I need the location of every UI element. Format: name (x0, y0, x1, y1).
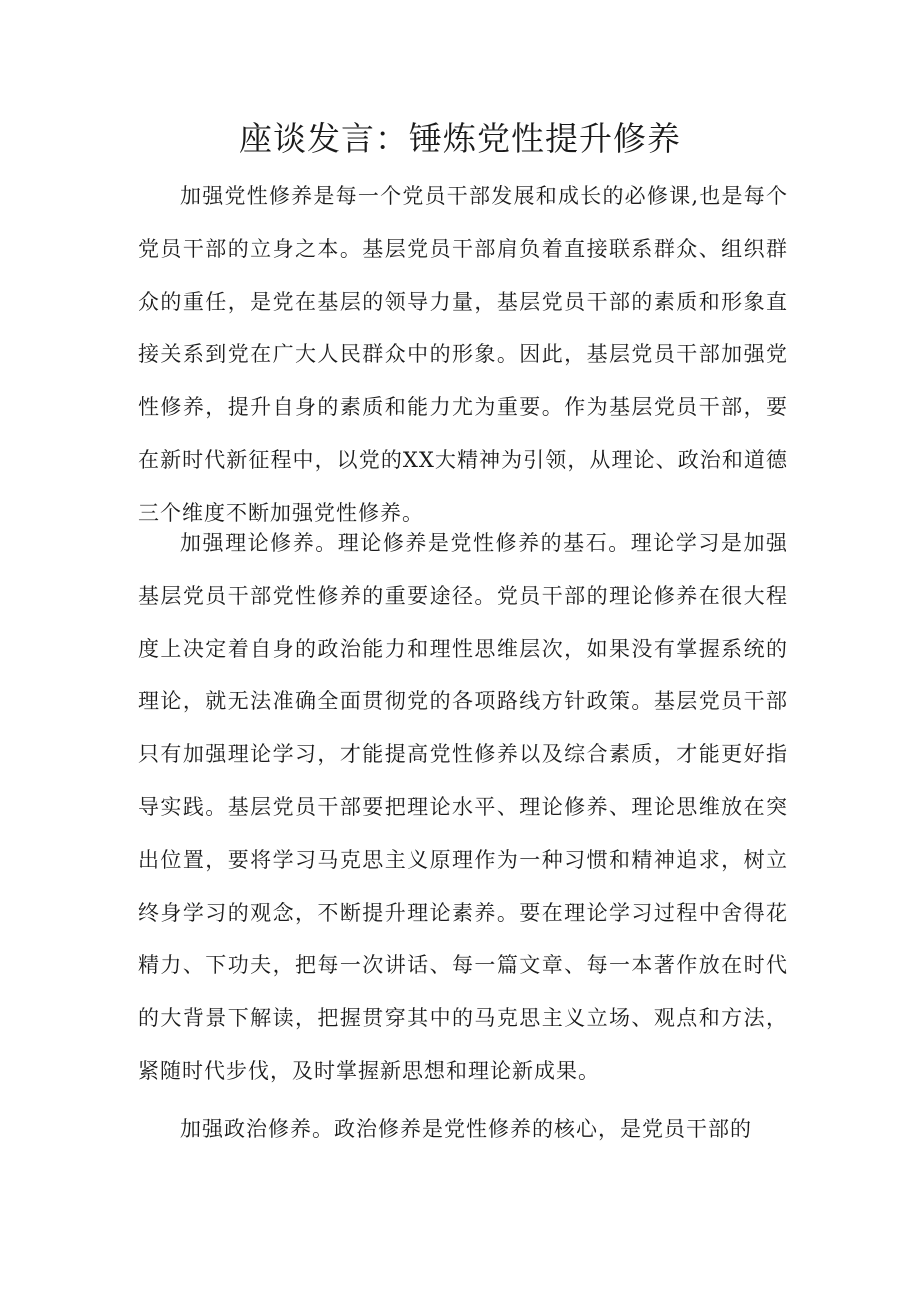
paragraph-2: 加强理论修养。理论修养是党性修养的基石。理论学习是加强基层党员干部党性修养的重要途径。党员干部的理论修养在很大程度上决定着自身的政治能力和理性思维层次，如果没有掌握系统的理论，就无法准确全面贯彻党的各项路线方针政策。基层党员干部只有加强理论学习，才能提高党性修养以及综合素质，才能更好指导实践。基层党员干部要把理论水平、理论修养、理论思维放在突出位置，要将学习马克思主义原理作为一种习惯和精神追求，树立终身学习的观念，不断提升理论素养。要在理论学习过程中舍得花精力、下功夫，把每一次讲话、每一篇文章、每一本著作放在时代的大背景下解读，把握贯穿其中的马克思主义立场、观点和方法，紧随时代步伐，及时掌握新思想和理论新成果。 (138, 531, 788, 1083)
paragraph-3-block (138, 1103, 788, 1156)
paragraph-1-block (138, 170, 788, 540)
document-title: 座谈发言：锤炼党性提升修养 (239, 119, 681, 158)
paragraph-2-block (138, 517, 788, 1098)
paragraph-1: 加强党性修养是每一个党员干部发展和成长的必修课,也是每个党员干部的立身之本。基层党员干部肩负着直接联系群众、组织群众的重任，是党在基层的领导力量，基层党员干部的素质和形象直接关系到党在广大人民群众中的形象。因此，基层党员干部加强党性修养，提升自身的素质和能力尤为重要。作为基层党员干部，要在新时代新征程中，以党的XX大精神为引领，从理论、政治和道德三个维度不断加强党性修养。 (138, 184, 788, 525)
paragraph-3: 加强政治修养。政治修养是党性修养的核心，是党员干部的 (180, 1117, 752, 1141)
